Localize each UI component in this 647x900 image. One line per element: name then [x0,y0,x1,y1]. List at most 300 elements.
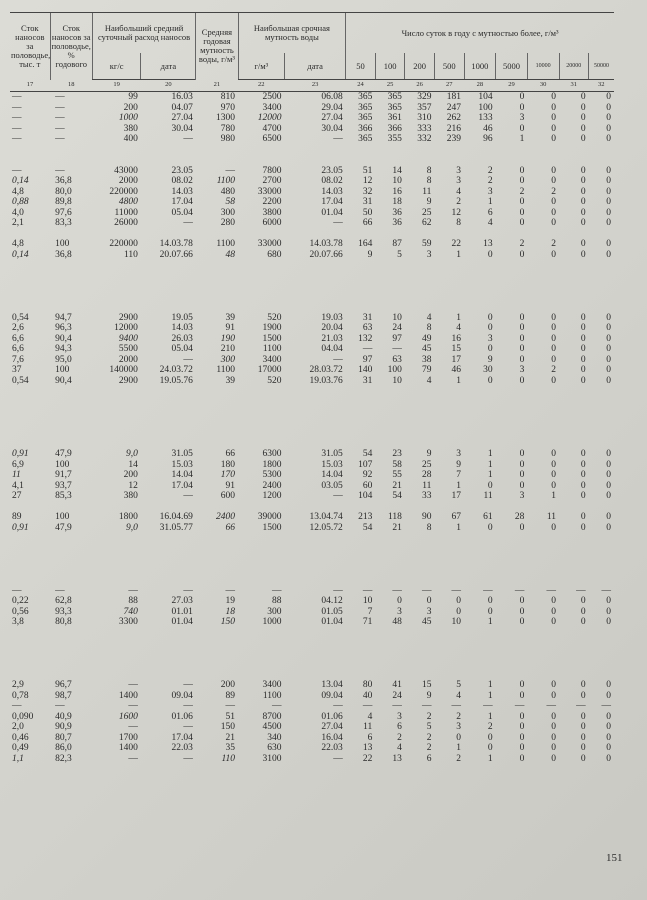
table-cell: 332 [417,134,432,144]
table-cell: 0 [551,123,557,134]
table-cell: 361 [387,113,402,123]
table-row [10,512,614,523]
table-cell: 23.05 [171,165,193,176]
table-cell: 4 [456,690,461,701]
table-cell: 0 [580,732,586,743]
table-cell: 71 [362,617,373,627]
table-cell: 12000 [257,113,282,123]
table-cell: — [12,113,22,123]
header-sediment-runoff-flood: Сток наносов за половодье, тыс. т [10,13,50,80]
table-cell: 0 [580,176,586,186]
table-cell: 8 [426,323,432,333]
table-cell: 13.04.74 [309,512,343,522]
table-cell: — [128,680,138,690]
table-cell: 0 [606,365,611,375]
table-cell: 0 [551,449,557,459]
spacer-cell [10,302,614,313]
table-cell: 0 [551,743,557,753]
table-cell: 365 [387,92,402,102]
table-cell: 0 [487,522,493,533]
table-cell: 45 [421,617,432,627]
table-cell: 3 [456,449,461,459]
table-cell: 01.06 [171,711,193,722]
table-cell: 60 [362,480,373,491]
table-cell: 0 [519,459,525,470]
spacer-cell [10,439,614,450]
table-cell: 30 [483,365,493,375]
table-cell: 0 [456,732,461,743]
table-cell: — [55,102,65,113]
spacer-row [10,439,614,450]
table-cell: — [333,218,343,228]
table-cell: 0 [551,165,557,176]
table-cell: 2 [397,732,402,743]
table-cell: 0 [519,617,525,627]
table-cell: 0 [551,249,557,260]
table-cell: 0 [519,743,525,753]
table-cell: 0 [519,197,525,207]
table-cell: 0 [551,176,557,186]
table-cell: 110 [124,249,138,260]
table-cell: 36 [392,218,402,228]
spacer-row [10,638,614,649]
table-row [10,197,614,208]
table-cell: 8 [426,165,432,176]
column-number: 17 [10,80,50,92]
header-threshold: 500 [434,53,464,80]
table-cell: 19.03 [321,312,343,323]
column-number: 20 [141,80,196,92]
table-cell: 47,9 [55,449,72,459]
table-cell: 1800 [262,459,282,470]
table-cell: 365 [358,92,373,102]
table-cell: 0 [487,480,493,491]
table-cell: 0 [606,239,611,249]
table-cell: 340 [267,732,282,743]
table-cell: 0 [551,480,557,491]
table-cell: 0 [606,207,611,218]
table-cell: — [183,701,193,711]
table-cell: 55 [392,470,402,480]
table-row [10,607,614,618]
spacer-row [10,544,614,555]
table-cell: 25 [421,207,432,218]
spacer-cell [10,271,614,282]
table-cell: 11 [483,491,493,501]
table-cell: 13 [362,743,373,753]
table-cell: 0,46 [12,732,29,743]
table-cell: 200 [220,680,236,690]
table-cell: — [128,722,138,732]
table-cell: 01.01 [171,606,193,617]
table-cell: 38 [421,354,432,365]
table-cell: 15 [421,680,432,690]
table-cell: 0 [580,617,586,627]
table-cell: 22.03 [321,743,343,753]
table-cell: 0 [519,102,525,113]
table-cell: 17.04 [171,197,193,207]
table-cell: 1 [487,680,493,690]
table-cell: 0 [606,176,611,186]
table-cell: 0 [606,480,611,491]
table-cell: 1 [456,375,461,386]
table-cell: 2400 [262,480,282,491]
table-cell: 4,8 [12,239,24,249]
table-cell: 0 [580,123,586,134]
table-row [10,481,614,492]
table-cell: 90 [421,512,432,522]
table-cell: 26.03 [171,333,193,344]
table-cell: 0 [580,449,586,459]
table-cell: 2 [519,186,525,197]
table-cell: 1400 [118,743,138,753]
table-cell: 0 [487,596,493,606]
table-row [10,691,614,702]
table-cell: 91 [225,480,236,491]
table-cell: 0 [551,197,557,207]
spacer-row [10,565,614,576]
table-cell: 1 [487,690,493,701]
table-cell: 85,3 [55,491,72,501]
table-cell: 4 [487,218,493,228]
table-cell: 06.08 [321,92,343,102]
table-cell: 10 [392,176,402,186]
table-cell: 62,8 [55,596,72,606]
table-cell: 14.03 [171,323,193,333]
table-cell: 09.04 [171,690,193,701]
table-cell: 90,4 [55,333,72,344]
table-cell: 14.03.78 [159,239,193,249]
table-cell: 58 [225,197,236,207]
table-cell: 0 [580,113,586,123]
table-cell: 10 [392,312,402,323]
table-cell: 150 [220,722,236,732]
table-cell: 08.02 [321,176,343,186]
table-cell: 0 [606,690,611,701]
table-cell: 1 [487,459,493,470]
table-cell: 2 [519,239,525,249]
table-cell: 0 [606,722,611,732]
table-cell: 2,0 [12,722,24,732]
table-cell: 200 [123,102,138,113]
table-cell: — [183,585,193,596]
table-cell: 01.05 [321,606,343,617]
table-cell: 0 [580,207,586,218]
table-cell: 48 [225,249,236,260]
table-cell: 0 [551,354,557,365]
spacer-cell [10,407,614,418]
table-cell: 0 [519,753,525,764]
table-cell: 0 [580,239,586,249]
table-cell: 6 [397,722,402,732]
table-cell: 0 [519,690,525,701]
table-cell: 7800 [262,165,282,176]
column-number: 24 [346,80,376,92]
table-cell: 97,6 [55,207,72,218]
table-cell: 0,49 [12,743,29,753]
table-cell: 2 [456,197,461,207]
table-cell: 99 [128,92,138,102]
table-cell: 80,0 [55,186,72,197]
spacer-cell [10,649,614,660]
table-cell: 9400 [118,333,138,344]
spacer-row [10,554,614,565]
table-cell: 3 [426,606,432,617]
table-cell: 520 [267,312,282,323]
table-cell: — [451,585,461,596]
table-cell: 0 [551,459,557,470]
table-cell: 1 [487,617,493,627]
table-cell: 0 [551,92,557,102]
table-cell: 6,6 [12,333,24,344]
table-cell: 1700 [118,732,138,743]
table-cell: 2 [426,732,432,743]
table-cell: 2 [456,753,461,764]
table-cell: 63 [362,323,373,333]
table-cell: 10 [451,617,461,627]
table-cell: — [12,701,22,711]
spacer-row [10,575,614,586]
table-cell: 0 [551,218,557,228]
table-cell: 104 [358,491,373,501]
table-cell: 0 [606,449,611,459]
table-cell: 7 [367,606,373,617]
table-cell: 14 [392,165,402,176]
table-cell: — [183,491,193,501]
table-cell: 82,3 [55,753,72,764]
table-cell: 400 [123,134,138,144]
table-cell: 4,8 [12,186,24,197]
table-cell: 80,7 [55,732,72,743]
table-cell: 4500 [262,722,282,732]
table-cell: 01.04 [321,207,343,218]
table-body [10,92,614,765]
table-cell: 6500 [262,134,282,144]
table-cell: 80 [362,680,373,690]
table-cell: 10 [392,375,402,386]
table-cell: — [333,585,343,596]
spacer-row [10,271,614,282]
table-cell: 0 [519,344,525,354]
table-cell: 0 [519,323,525,333]
table-cell: 36,8 [55,249,72,260]
table-cell: 3 [397,606,402,617]
table-cell: 3100 [262,753,282,764]
table-cell: 0 [519,606,525,617]
table-cell: 24 [392,690,402,701]
table-cell: 3,8 [12,617,24,627]
table-cell: 87 [392,239,402,249]
table-cell: — [576,585,586,596]
table-cell: 0 [487,732,493,743]
table-cell: 26000 [114,218,138,228]
table-cell: 1600 [118,711,138,722]
table-cell: 213 [358,512,373,522]
table-cell: 08.02 [171,176,193,186]
table-cell: 21 [225,732,236,743]
table-cell: 13 [483,239,493,249]
table-cell: 49 [421,333,432,344]
table-cell: 200 [123,470,138,480]
spacer-row [10,292,614,303]
table-cell: — [392,701,402,711]
table-cell: 0,14 [12,249,29,260]
table-cell: 9 [426,449,432,459]
table-cell: 4700 [262,123,282,134]
table-cell: — [128,753,138,764]
table-cell: 1400 [118,690,138,701]
table-cell: 0 [456,606,461,617]
table-cell: 1100 [216,176,236,186]
table-cell: 9,0 [126,449,138,459]
table-cell: 329 [417,92,432,102]
spacer-cell [10,554,614,565]
table-cell: 100 [55,239,70,249]
table-cell: 0,54 [12,312,29,323]
table-cell: — [514,701,525,711]
table-row [10,323,614,334]
table-cell: — [183,722,193,732]
table-cell: 1300 [216,113,236,123]
table-cell: 0 [606,743,611,753]
table-cell: 1100 [216,365,236,375]
table-cell: 1800 [118,512,138,522]
table-cell: 19.05 [171,312,193,323]
table-cell: 0 [551,732,557,743]
table-cell: 0 [606,354,611,365]
table-cell: 0 [456,596,461,606]
table-cell: 93,3 [55,606,72,617]
spacer-cell [10,428,614,439]
table-cell: 46 [451,365,461,375]
table-cell: 170 [220,470,236,480]
table-cell: 2400 [216,512,236,522]
spacer-cell [10,386,614,397]
table-cell: — [362,701,373,711]
table-cell: 61 [483,512,493,522]
table-cell: 48 [392,617,402,627]
spacer-row [10,145,614,156]
table-cell: 3 [426,249,432,260]
table-row [10,176,614,187]
table-cell: 0,91 [12,522,29,533]
column-number: 29 [496,80,528,92]
table-cell: 9 [426,197,432,207]
column-number: 21 [196,80,238,92]
table-cell: 0 [551,333,557,344]
table-cell: 37 [12,365,22,375]
table-cell: 0 [580,690,586,701]
table-cell: 43000 [114,165,138,176]
table-cell: 220000 [109,239,138,249]
table-cell: 8700 [262,711,282,722]
table-cell: 1500 [262,522,282,533]
table-cell: 0 [519,522,525,533]
table-cell: 2 [487,165,493,176]
table-cell: 0 [487,743,493,753]
table-cell: 1,1 [12,753,24,764]
table-row [10,586,614,597]
table-cell: 3 [456,176,461,186]
table-row [10,491,614,502]
table-cell: 86,0 [55,743,72,753]
table-cell: 12 [128,480,138,491]
spacer-cell [10,502,614,513]
table-cell: 4 [367,711,373,722]
table-cell: 98,7 [55,690,72,701]
table-cell: 8 [426,522,432,533]
table-cell: — [546,701,557,711]
table-cell: 1 [456,249,461,260]
header-threshold: 50000 [589,53,614,80]
table-cell: 0 [606,186,611,197]
table-cell: 46 [483,123,493,134]
table-cell: 4,1 [12,480,24,491]
table-cell: 20.07.66 [309,249,343,260]
table-cell: — [55,585,65,596]
table-cell: 31.05.77 [159,522,193,533]
table-cell: 0 [519,218,525,228]
spacer-row [10,428,614,439]
table-cell: 11 [422,186,432,197]
table-cell: 2 [426,743,432,753]
table-cell: 30.04 [171,123,193,134]
table-cell: 0 [551,323,557,333]
table-row [10,523,614,534]
table-cell: 0 [606,218,611,228]
table-cell: — [225,165,236,176]
table-cell: 0 [606,113,611,123]
table-cell: 0 [580,596,586,606]
table-row [10,187,614,198]
table-cell: 14 [128,459,138,470]
table-cell: 2 [551,239,557,249]
table-cell: 59 [421,239,432,249]
table-cell: 0 [606,102,611,113]
table-cell: 12 [451,207,461,218]
spacer-row [10,397,614,408]
table-cell: 66 [225,522,236,533]
table-cell: 10 [362,596,373,606]
table-cell: 24.03.72 [159,365,193,375]
header-threshold: 5000 [496,53,528,80]
header-mean-annual-turbidity: Средняя годовая мутность воды, г/м³ [196,13,238,80]
table-cell: 1 [519,134,525,144]
table-cell: 47,9 [55,522,72,533]
table-row [10,743,614,754]
table-cell: 0 [519,711,525,722]
table-cell: — [183,134,193,144]
table-cell: 23.05 [321,165,343,176]
table-cell: 780 [220,123,236,134]
table-cell: 0 [551,606,557,617]
table-cell: 91 [225,323,236,333]
table-cell: 93,7 [55,480,72,491]
table-cell: — [12,123,22,134]
table-cell: 20.07.66 [159,249,193,260]
table-cell: — [183,354,193,365]
table-cell: 80,8 [55,617,72,627]
table-cell: 14.03 [171,186,193,197]
column-number: 31 [559,80,589,92]
table-cell: 140000 [109,365,138,375]
table-cell: — [546,585,557,596]
table-cell: 2000 [118,354,138,365]
table-cell: 4800 [118,197,138,207]
table-cell: — [333,701,343,711]
table-cell: 11 [12,470,21,480]
table-row [10,103,614,114]
